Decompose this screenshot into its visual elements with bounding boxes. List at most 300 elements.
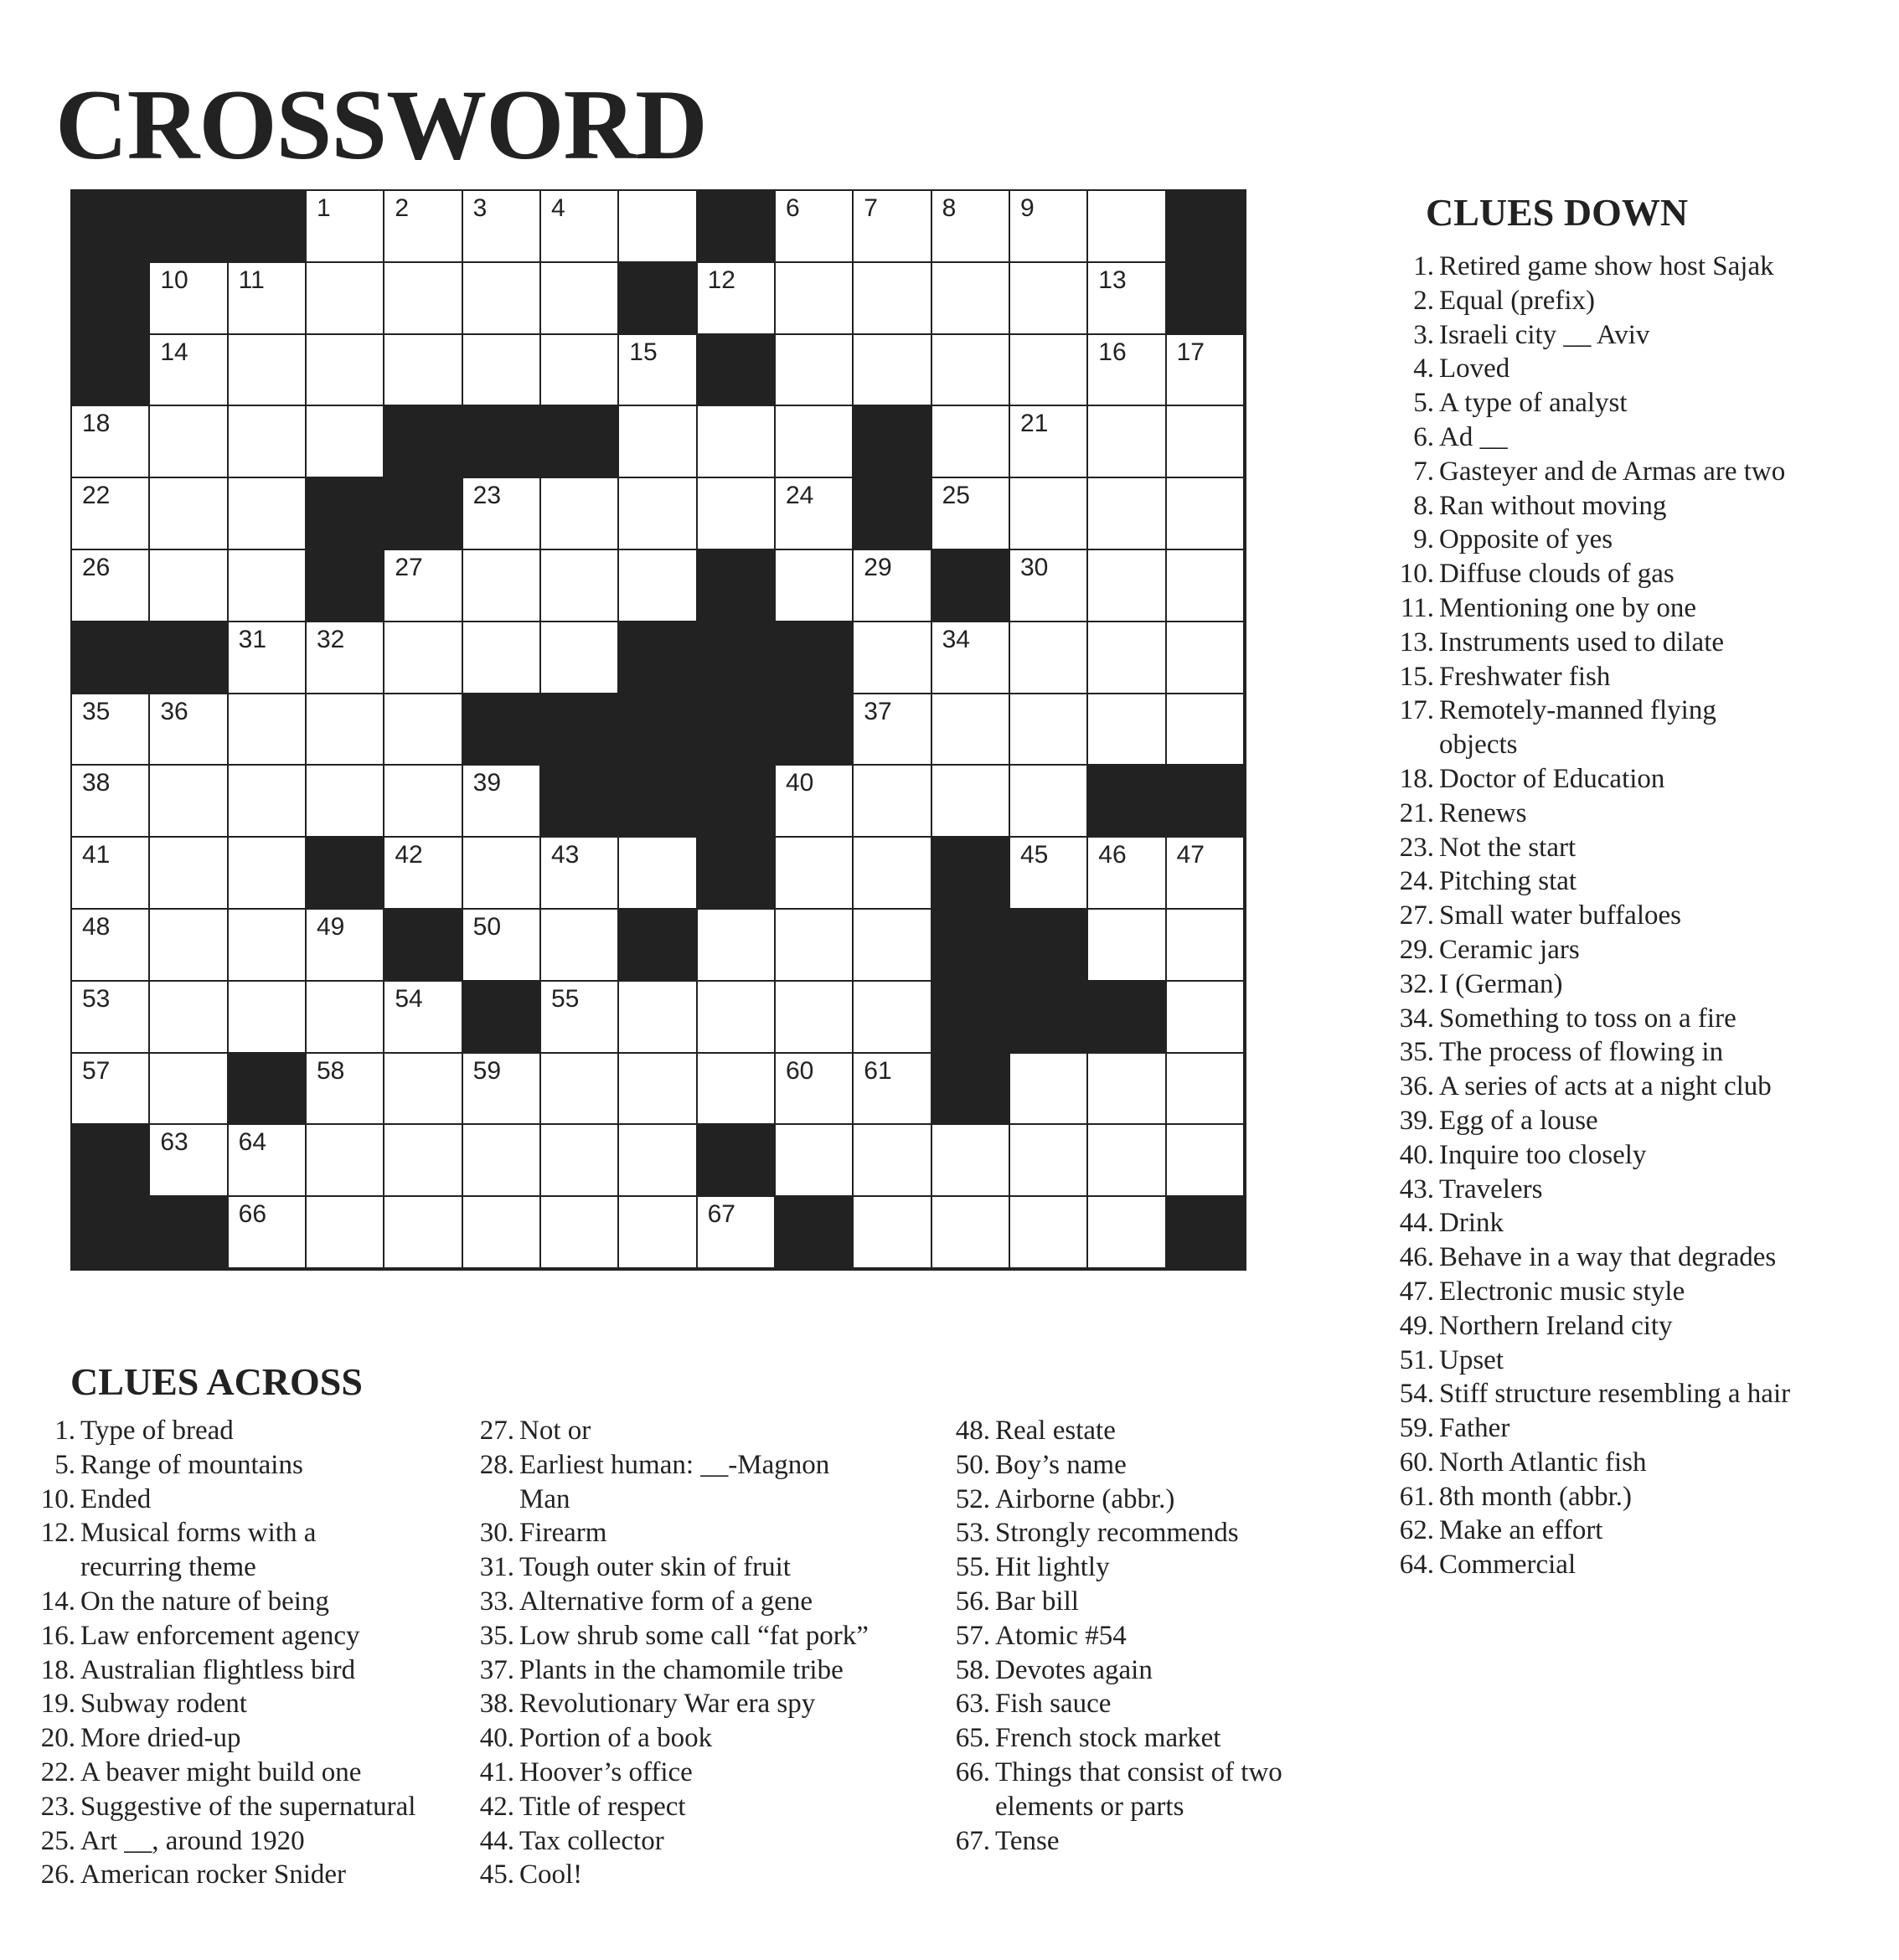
grid-cell[interactable]	[854, 263, 931, 335]
clue-number: 8	[942, 194, 957, 222]
clue-item	[32, 1585, 501, 1619]
clue-number-label: 15.	[1399, 661, 1434, 692]
clue-item	[471, 1619, 957, 1653]
clue-text: Ad __	[1439, 421, 1508, 452]
clue-text: Tough outer skin of fruit	[519, 1552, 791, 1583]
clue-number-label: 27.	[479, 1416, 514, 1446]
grid-cell[interactable]	[72, 982, 150, 1054]
grid-cell[interactable]	[150, 910, 228, 982]
clue-item	[1391, 386, 1893, 420]
clue-item	[471, 1550, 957, 1585]
grid-cell[interactable]	[72, 478, 150, 550]
grid-cell[interactable]	[307, 766, 384, 838]
grid-cell[interactable]	[619, 1054, 697, 1126]
clue-number: 60	[785, 1056, 814, 1085]
grid-cell[interactable]	[541, 335, 619, 407]
grid-cell[interactable]	[463, 910, 541, 982]
grid-cell[interactable]	[463, 838, 541, 910]
grid-cell[interactable]	[72, 406, 150, 478]
clue-item	[32, 1824, 501, 1859]
clue-text: American rocker Snider	[80, 1859, 347, 1890]
clue-item	[32, 1619, 501, 1653]
grid-cell[interactable]	[932, 335, 1010, 407]
grid-cell[interactable]	[463, 550, 541, 622]
clue-text: Israeli city __ Aviv	[1439, 319, 1650, 350]
grid-cell[interactable]	[307, 1125, 384, 1197]
grid-cell[interactable]	[776, 478, 854, 550]
grid-cell[interactable]	[854, 982, 931, 1054]
grid-cell[interactable]	[229, 694, 307, 766]
grid-cell[interactable]	[541, 1125, 619, 1197]
black-square	[150, 622, 228, 694]
grid-cell[interactable]	[307, 910, 384, 982]
grid-cell[interactable]	[932, 1197, 1010, 1269]
clue-number: 14	[160, 338, 188, 366]
grid-cell[interactable]	[1167, 478, 1245, 550]
clues-across-column	[32, 1414, 501, 1892]
clue-text: Small water buffaloes	[1439, 900, 1681, 931]
clue-number-label: 23.	[1399, 832, 1434, 863]
black-square	[1167, 263, 1245, 335]
black-square	[619, 766, 697, 838]
clue-number: 55	[550, 984, 580, 1013]
clue-item	[947, 1483, 1416, 1517]
clue-item	[1391, 591, 1893, 626]
clue-number: 41	[82, 841, 111, 869]
grid-cell[interactable]	[1088, 694, 1166, 766]
grid-cell[interactable]	[229, 263, 307, 335]
grid-cell[interactable]	[776, 982, 854, 1054]
grid-cell[interactable]	[307, 263, 384, 335]
clue-item	[1391, 455, 1893, 489]
grid-cell[interactable]	[619, 335, 697, 407]
grid-cell[interactable]	[1010, 191, 1088, 263]
grid-cell[interactable]	[1010, 766, 1088, 838]
black-square	[1088, 766, 1166, 838]
clue-text: Drink	[1439, 1208, 1504, 1239]
grid-cell[interactable]	[1088, 550, 1166, 622]
grid-cell[interactable]	[541, 982, 619, 1054]
grid-cell[interactable]	[776, 838, 854, 910]
clue-number-label: 35.	[1399, 1037, 1434, 1068]
grid-cell[interactable]	[384, 335, 462, 407]
clue-number: 3	[472, 194, 488, 222]
grid-cell[interactable]	[932, 191, 1010, 263]
black-square	[776, 694, 854, 766]
clue-text: Suggestive of the supernatural	[80, 1791, 416, 1822]
clue-number-label: 35.	[479, 1620, 514, 1651]
grid-cell[interactable]	[932, 1125, 1010, 1197]
clue-text: Title of respect	[519, 1791, 686, 1822]
grid-cell[interactable]	[150, 1125, 228, 1197]
grid-cell[interactable]	[1010, 478, 1088, 550]
clue-item	[1391, 489, 1893, 524]
clue-item	[947, 1550, 1416, 1585]
clue-number: 16	[1098, 338, 1127, 366]
clue-number: 63	[160, 1128, 188, 1157]
clues-down-list	[1391, 250, 1893, 1582]
grid-cell[interactable]	[463, 766, 541, 838]
grid-cell[interactable]	[541, 838, 619, 910]
grid-cell[interactable]	[619, 982, 697, 1054]
grid-cell[interactable]	[229, 910, 307, 982]
clue-number: 10	[160, 266, 188, 294]
grid-cell[interactable]	[229, 766, 307, 838]
grid-cell[interactable]	[384, 838, 462, 910]
clue-number: 42	[395, 841, 423, 869]
clue-item	[1391, 967, 1893, 1002]
grid-cell[interactable]	[854, 550, 931, 622]
clue-number-label: 9.	[1413, 524, 1434, 555]
grid-cell[interactable]	[541, 478, 619, 550]
clue-number-label: 52.	[955, 1483, 990, 1514]
clue-item	[1391, 1275, 1893, 1309]
grid-cell[interactable]	[307, 694, 384, 766]
clue-number-label: 2.	[1413, 285, 1434, 316]
grid-cell[interactable]	[384, 766, 462, 838]
clue-text: Behave in a way that degrades	[1439, 1242, 1777, 1273]
grid-cell[interactable]	[229, 478, 307, 550]
grid-cell[interactable]	[1088, 263, 1166, 335]
grid-cell[interactable]	[1167, 622, 1245, 694]
grid-cell[interactable]	[854, 1125, 931, 1197]
grid-cell[interactable]	[776, 406, 854, 478]
clue-number: 13	[1098, 266, 1127, 294]
grid-cell[interactable]	[307, 335, 384, 407]
grid-cell[interactable]	[619, 1125, 697, 1197]
grid-cell[interactable]	[229, 982, 307, 1054]
grid-cell[interactable]	[384, 1125, 462, 1197]
grid-cell[interactable]	[150, 478, 228, 550]
clue-number-label: 62.	[1399, 1515, 1434, 1546]
clue-number-label: 1.	[54, 1416, 75, 1446]
clue-number-label: 25.	[40, 1825, 75, 1856]
grid-cell[interactable]	[698, 406, 776, 478]
grid-cell[interactable]	[229, 1197, 307, 1269]
clue-item	[1391, 557, 1893, 591]
grid-cell[interactable]	[229, 335, 307, 407]
clue-item	[1391, 831, 1893, 865]
clue-number: 25	[942, 482, 970, 510]
grid-cell[interactable]	[463, 335, 541, 407]
grid-cell[interactable]	[619, 838, 697, 910]
grid-cell[interactable]	[541, 550, 619, 622]
grid-cell[interactable]	[384, 694, 462, 766]
grid-cell[interactable]	[776, 1125, 854, 1197]
black-square	[72, 263, 150, 335]
clue-number-label: 12.	[40, 1518, 75, 1549]
grid-cell[interactable]	[776, 191, 854, 263]
black-square	[541, 406, 619, 478]
grid-cell[interactable]	[463, 1054, 541, 1126]
grid-cell[interactable]	[541, 622, 619, 694]
grid-cell[interactable]	[854, 191, 931, 263]
grid-cell[interactable]	[854, 694, 931, 766]
clue-number-label: 58.	[955, 1654, 990, 1685]
grid-cell[interactable]	[776, 910, 854, 982]
grid-cell[interactable]	[1088, 910, 1166, 982]
clue-number-label: 51.	[1399, 1344, 1434, 1375]
grid-cell[interactable]	[1088, 478, 1166, 550]
grid-cell[interactable]	[307, 191, 384, 263]
grid-cell[interactable]	[1167, 1125, 1245, 1197]
black-square	[932, 910, 1010, 982]
clue-text: Revolutionary War era spy	[519, 1689, 816, 1720]
black-square	[72, 1125, 150, 1197]
clue-text: recurring theme	[80, 1552, 256, 1583]
grid-cell[interactable]	[1088, 1054, 1166, 1126]
grid-cell[interactable]	[541, 1054, 619, 1126]
clue-number-label: 31.	[479, 1552, 514, 1583]
grid-cell[interactable]	[854, 622, 931, 694]
grid-cell[interactable]	[150, 1054, 228, 1126]
clue-item	[1391, 864, 1893, 899]
grid-cell[interactable]	[1010, 622, 1088, 694]
grid-cell[interactable]	[619, 550, 697, 622]
clue-text: Musical forms with a	[80, 1518, 317, 1549]
grid-cell[interactable]	[1088, 1125, 1166, 1197]
grid-cell[interactable]	[932, 766, 1010, 838]
grid-cell[interactable]	[698, 263, 776, 335]
black-square	[932, 1054, 1010, 1126]
grid-cell[interactable]	[854, 838, 931, 910]
grid-cell[interactable]	[932, 478, 1010, 550]
clue-number-label: 6.	[1413, 421, 1434, 452]
clue-number-label: 18.	[1399, 763, 1434, 794]
grid-cell[interactable]	[619, 478, 697, 550]
clue-number-label: 43.	[1399, 1173, 1434, 1204]
clue-number-label: 46.	[1399, 1242, 1434, 1273]
clue-text: I (German)	[1439, 968, 1563, 999]
grid-cell[interactable]	[854, 335, 931, 407]
clue-number-label: 49.	[1399, 1310, 1434, 1341]
clue-text: Art __, around 1920	[80, 1825, 305, 1856]
grid-cell[interactable]	[932, 694, 1010, 766]
grid-cell[interactable]	[463, 478, 541, 550]
clue-item	[947, 1824, 1416, 1859]
clue-item	[32, 1516, 501, 1550]
clue-number-label: 59.	[1399, 1413, 1434, 1444]
grid-cell[interactable]	[463, 1125, 541, 1197]
grid-cell[interactable]	[541, 1197, 619, 1269]
clue-number: 53	[82, 984, 111, 1013]
clue-item	[471, 1516, 957, 1550]
grid-cell[interactable]	[150, 982, 228, 1054]
clue-number-label: 48.	[955, 1416, 990, 1446]
clue-item	[1391, 1411, 1893, 1446]
clue-number-label: 67.	[955, 1825, 990, 1856]
grid-cell[interactable]	[384, 191, 462, 263]
grid-cell[interactable]	[776, 1054, 854, 1126]
clue-number: 9	[1019, 194, 1035, 222]
clue-item	[471, 1721, 957, 1756]
clue-item	[32, 1790, 501, 1824]
clue-item	[1391, 1035, 1893, 1070]
grid-cell[interactable]	[854, 1197, 931, 1269]
black-square	[1010, 982, 1088, 1054]
grid-cell[interactable]	[1010, 550, 1088, 622]
clue-text: Diffuse clouds of gas	[1439, 559, 1675, 590]
clue-number: 47	[1176, 841, 1205, 869]
grid-cell[interactable]	[932, 263, 1010, 335]
grid-cell[interactable]	[1167, 694, 1245, 766]
black-square	[932, 838, 1010, 910]
grid-cell[interactable]	[463, 263, 541, 335]
grid-cell[interactable]	[1167, 910, 1245, 982]
grid-cell[interactable]	[1010, 1197, 1088, 1269]
clue-item	[1391, 1548, 1893, 1582]
grid-cell[interactable]	[1167, 838, 1245, 910]
grid-cell[interactable]	[698, 478, 776, 550]
grid-cell[interactable]	[229, 406, 307, 478]
grid-cell[interactable]	[307, 1054, 384, 1126]
clue-item	[1391, 1002, 1893, 1036]
grid-cell[interactable]	[1167, 335, 1245, 407]
grid-cell[interactable]	[854, 766, 931, 838]
grid-cell[interactable]	[463, 622, 541, 694]
clue-item	[32, 1448, 501, 1483]
black-square	[1010, 910, 1088, 982]
grid-cell[interactable]	[229, 622, 307, 694]
grid-cell[interactable]	[1088, 838, 1166, 910]
grid-cell[interactable]	[72, 694, 150, 766]
grid-cell[interactable]	[1010, 1125, 1088, 1197]
clue-item	[32, 1550, 501, 1585]
grid-cell[interactable]	[1088, 622, 1166, 694]
grid-cell[interactable]	[1010, 335, 1088, 407]
clue-number: 58	[316, 1056, 345, 1085]
clue-number-label: 38.	[479, 1689, 514, 1720]
grid-cell[interactable]	[1010, 838, 1088, 910]
grid-cell[interactable]	[854, 1054, 931, 1126]
grid-cell[interactable]	[72, 838, 150, 910]
black-square	[307, 838, 384, 910]
grid-cell[interactable]	[384, 550, 462, 622]
clue-number: 29	[864, 553, 892, 581]
grid-cell[interactable]	[150, 263, 228, 335]
clue-item	[471, 1414, 957, 1448]
black-square	[619, 910, 697, 982]
grid-cell[interactable]	[541, 910, 619, 982]
grid-cell[interactable]	[1088, 406, 1166, 478]
clue-item	[1391, 318, 1893, 353]
clue-text: Ceramic jars	[1439, 934, 1580, 965]
clue-number-label: 30.	[479, 1518, 514, 1549]
grid-cell[interactable]	[307, 982, 384, 1054]
grid-cell[interactable]	[72, 766, 150, 838]
grid-cell[interactable]	[463, 191, 541, 263]
grid-cell[interactable]	[1010, 694, 1088, 766]
grid-cell[interactable]	[1088, 335, 1166, 407]
clue-number: 31	[238, 625, 267, 653]
clue-text: French stock market	[995, 1723, 1221, 1754]
grid-cell[interactable]	[698, 910, 776, 982]
grid-cell[interactable]	[698, 1054, 776, 1126]
grid-cell[interactable]	[698, 1197, 776, 1269]
black-square	[619, 622, 697, 694]
grid-cell[interactable]	[150, 694, 228, 766]
grid-cell[interactable]	[72, 910, 150, 982]
grid-cell[interactable]	[541, 263, 619, 335]
grid-cell[interactable]	[72, 1054, 150, 1126]
grid-cell[interactable]	[1010, 263, 1088, 335]
grid-cell[interactable]	[776, 550, 854, 622]
grid-cell[interactable]	[776, 263, 854, 335]
clue-text: Not the start	[1439, 832, 1576, 863]
grid-cell[interactable]	[776, 766, 854, 838]
clue-item	[1391, 899, 1893, 933]
grid-cell[interactable]	[384, 1197, 462, 1269]
clue-number-label: 32.	[1399, 968, 1434, 999]
clue-text: Airborne (abbr.)	[995, 1483, 1175, 1514]
grid-cell[interactable]	[698, 982, 776, 1054]
black-square	[854, 478, 931, 550]
grid-cell[interactable]	[541, 191, 619, 263]
grid-cell[interactable]	[1167, 982, 1245, 1054]
grid-cell[interactable]	[1010, 406, 1088, 478]
grid-cell[interactable]	[1167, 406, 1245, 478]
grid-cell[interactable]	[1088, 191, 1166, 263]
grid-cell[interactable]	[307, 1197, 384, 1269]
clues-across-column	[471, 1414, 957, 1892]
black-square	[307, 478, 384, 550]
grid-cell[interactable]	[307, 622, 384, 694]
grid-cell[interactable]	[384, 263, 462, 335]
clue-text: Low shrub some call “fat pork”	[519, 1620, 869, 1651]
clue-item	[32, 1687, 501, 1721]
clue-text: Australian flightless bird	[80, 1654, 356, 1685]
grid-cell[interactable]	[1167, 550, 1245, 622]
grid-cell[interactable]	[619, 406, 697, 478]
grid-cell[interactable]	[1010, 1054, 1088, 1126]
clue-item	[1391, 1104, 1893, 1138]
clue-number-label: 63.	[955, 1689, 990, 1720]
grid-cell[interactable]	[463, 1197, 541, 1269]
grid-cell[interactable]	[307, 406, 384, 478]
grid-cell[interactable]	[384, 1054, 462, 1126]
grid-cell[interactable]	[72, 550, 150, 622]
clue-text: Egg of a louse	[1439, 1105, 1598, 1136]
grid-cell[interactable]	[619, 191, 697, 263]
grid-cell[interactable]	[229, 838, 307, 910]
grid-cell[interactable]	[932, 406, 1010, 478]
grid-cell[interactable]	[150, 838, 228, 910]
grid-cell[interactable]	[932, 622, 1010, 694]
clue-item	[947, 1585, 1416, 1619]
clue-item	[947, 1756, 1416, 1790]
clue-number: 36	[160, 697, 188, 725]
grid-cell[interactable]	[384, 622, 462, 694]
grid-cell[interactable]	[150, 406, 228, 478]
clue-item	[1391, 352, 1893, 386]
grid-cell[interactable]	[229, 550, 307, 622]
grid-cell[interactable]	[854, 910, 931, 982]
clue-number: 26	[82, 553, 111, 581]
grid-cell[interactable]	[150, 766, 228, 838]
clue-number: 40	[785, 769, 814, 797]
grid-cell[interactable]	[150, 335, 228, 407]
grid-cell[interactable]	[1088, 1197, 1166, 1269]
grid-cell[interactable]	[384, 982, 462, 1054]
grid-cell[interactable]	[150, 550, 228, 622]
clue-item	[1391, 762, 1893, 797]
grid-cell[interactable]	[619, 1197, 697, 1269]
clue-number-label: 27.	[1399, 900, 1434, 931]
clue-text: Renews	[1439, 797, 1527, 828]
grid-cell[interactable]	[1167, 1054, 1245, 1126]
grid-cell[interactable]	[229, 1125, 307, 1197]
grid-cell[interactable]	[776, 335, 854, 407]
